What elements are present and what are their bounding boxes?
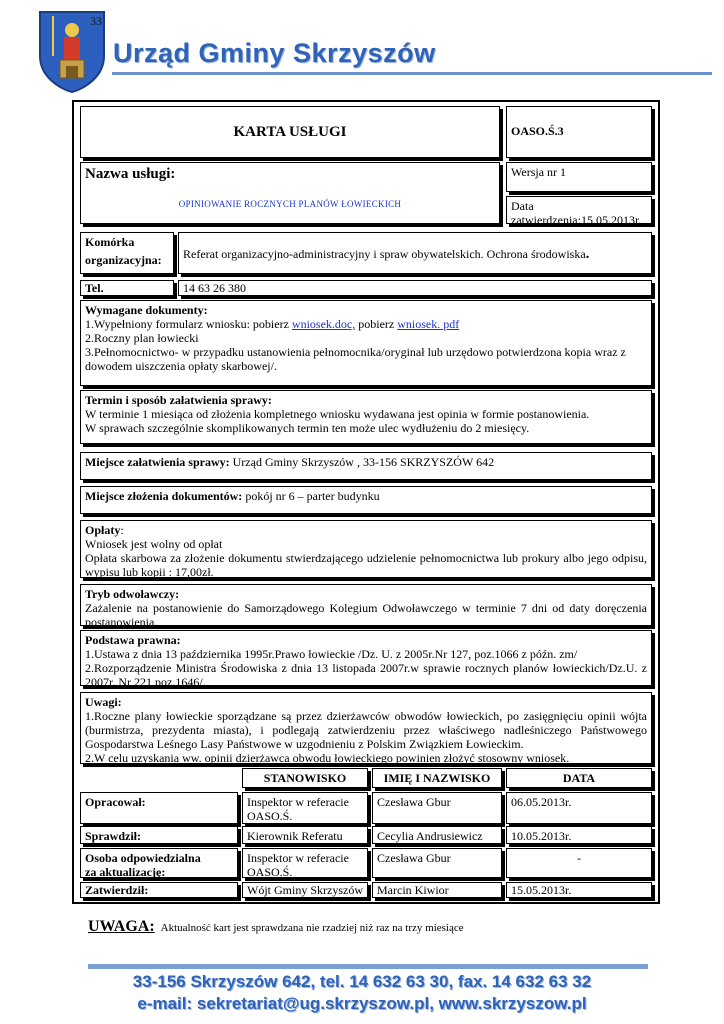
row-name-responsible: Czesława Gbur [372, 848, 502, 878]
fees-section: Opłaty: Wniosek jest wolny od opłat Opłata skarbowa za złożenie dokumentu stwierdzającego udzielenie pełnomocnictwa lub prokury albo jego odpisu, wypisu lub kopii : 17,00zł. [80, 520, 652, 578]
appeal-section [80, 584, 652, 629]
legal-line-2: 2.Rozporządzenie Ministra Środowiska z dnia 13 listopada 2007r.w sprawie rocznych planów łowieckich/Dz.U. z 2007r. Nr 221,poz.1646/. [85, 661, 647, 689]
required-documents-section [80, 300, 652, 386]
appeal-label: Tryb odwoławczy: [85, 587, 180, 601]
footer-divider [88, 964, 648, 969]
row-role-checked: Sprawdził: [80, 826, 238, 844]
footer-contact: e-mail: sekretariat@ug.skrzyszow.pl, www.skrzyszow.pl [137, 994, 587, 1013]
card-code: OASO.Ś.3 [511, 124, 564, 138]
row-position-approved: Wójt Gminy Skrzyszów [242, 882, 368, 898]
card-code-cell [506, 106, 652, 158]
tel-value: 14 63 26 380 [183, 281, 246, 295]
documents-place-section [80, 486, 652, 514]
term-label: Termin i sposób załatwienia sprawy: [85, 393, 272, 407]
notes-section [80, 692, 652, 764]
row-date-responsible: - [506, 848, 652, 878]
service-name-cell [80, 162, 500, 224]
version-cell [506, 162, 652, 192]
row-date-checked: 10.05.2013r. [506, 826, 652, 844]
footer-address: 33-156 Skrzyszów 642, tel. 14 632 63 30, fax. 14 632 63 32 [132, 972, 592, 991]
row-position-prepared: Inspektor w referacie OASO.Ś. [242, 792, 368, 824]
unit-label-line2: organizacyjna: [85, 253, 162, 267]
term-line-2: W sprawach szczególnie skomplikowanych termin ten może ulec wydłużeniu do 2 miesięcy. [85, 421, 530, 435]
term-section [80, 390, 652, 444]
row-name-prepared: Czesława Gbur [372, 792, 502, 824]
tel-value-cell [178, 280, 652, 296]
warning-note [88, 918, 464, 936]
fees-line-1: Wniosek jest wolny od opłat [85, 537, 223, 551]
place-value: Urząd Gminy Skrzyszów , 33-156 SKRZYSZÓW 642 [229, 455, 495, 469]
approval-date-cell [506, 196, 652, 227]
documents-item-2: 2.Roczny plan łowiecki [85, 331, 199, 345]
row-name-approved: Marcin Kiwior [372, 882, 502, 898]
table-header-position: STANOWISKO [242, 768, 368, 788]
place-section [80, 452, 652, 480]
unit-label-cell [80, 232, 174, 274]
fees-line-2: Opłata skarbowa za złożenie dokumentu stwierdzającego udzielenie pełnomocnictwa lub prokury albo jego odpisu, wypisu lub kopii : 17,00zł. [85, 551, 647, 579]
warning-text: Aktualność kart jest sprawdzana nie rzadziej niż raz na trzy miesiące [160, 922, 464, 934]
unit-value: Referat organizacyjno-administracyjny i spraw obywatelskich. Ochrona środowiska [183, 247, 586, 261]
unit-value-end: . [585, 246, 590, 262]
documents-place-value: pokój nr 6 – parter budynku [242, 489, 380, 503]
row-date-prepared: 06.05.2013r. [506, 792, 652, 824]
tel-label: Tel. [85, 281, 104, 295]
version-text: Wersja nr 1 [511, 165, 567, 179]
download-pdf-link[interactable]: wniosek. pdf [397, 317, 460, 331]
legal-line-1: 1.Ustawa z dnia 13 października 1995r.Prawo łowieckie /Dz. U. z 2005r.Nr 127, poz.1066 z późn. zm/ [85, 647, 578, 661]
documents-item-1: 1.Wypełniony formularz wniosku: pobierz wniosek.doc, pobierz wniosek. pdf [85, 317, 460, 331]
approval-date-label: Data [511, 199, 534, 213]
crest-number: 33 [90, 14, 102, 28]
row-name-checked: Cecylia Andrusiewicz [372, 826, 502, 844]
row-role-responsible: Osoba odpowiedzialna za aktualizację: [80, 848, 238, 878]
unit-label-line1: Komórka [85, 235, 135, 249]
documents-label: Wymagane dokumenty: [85, 303, 208, 317]
service-name: OPINIOWANIE ROCZNYCH PLANÓW ŁOWIECKICH [178, 199, 402, 209]
card-title: KARTA USŁUGI [233, 124, 347, 140]
notes-line-2: 2.W celu uzyskania ww. opinii dzierżawca obwodu łowieckiego powinien złożyć stosowny wniosek. [85, 751, 570, 765]
row-date-approved: 15.05.2013r. [506, 882, 652, 898]
term-line-1: W terminie 1 miesiąca od złożenia kompletnego wniosku wydawana jest opinia w formie postanowienia. [85, 407, 590, 421]
appeal-text: Zażalenie na postanowienie do Samorządowego Kolegium Odwoławczego w terminie 7 dni od daty doręczenia postanowienia. [85, 601, 647, 629]
documents-place-label: Miejsce złożenia dokumentów: [85, 489, 243, 503]
warning-label: UWAGA: [88, 918, 155, 935]
municipality-crest-logo [36, 10, 108, 94]
row-role-approved: Zatwierdził: [80, 882, 238, 898]
notes-label: Uwagi: [85, 695, 122, 709]
approval-date: zatwierdzenia:15.05.2013r. [511, 213, 642, 227]
fees-label: Opłaty [85, 523, 121, 537]
legal-basis-section [80, 630, 652, 689]
legal-label: Podstawa prawna: [85, 633, 181, 647]
notes-line-1: 1.Roczne plany łowieckie sporządzane są przez dzierżawców obwodów łowieckich, po zasięgnięciu opinii wójta (burmistrza, prezydenta miasta), i podlegają zatwierdzeniu przez właściwego nadleśniczego Państwowego Gospodarstwa Leśnego Lasy Państwowe w uzgodnieniu z Polskim Związkiem Łowieckim. [85, 709, 647, 751]
row-position-checked: Kierownik Referatu [242, 826, 368, 844]
row-role-prepared: Opracował: [80, 792, 238, 824]
service-label: Nazwa usługi: [85, 166, 176, 182]
row-position-responsible: Inspektor w referacie OASO.Ś. [242, 848, 368, 878]
brand-title: Urząd Gminy Skrzyszów [113, 38, 436, 68]
tel-label-cell [80, 280, 174, 296]
documents-item-3: 3.Pełnomocnictwo- w przypadku ustanowienia pełnomocnika/oryginał lub urzędowo potwierdzona kopia wraz z dowodem uiszczenia opłaty skarbowej/. [85, 345, 626, 373]
table-header-name: IMIĘ I NAZWISKO [372, 768, 502, 788]
place-label: Miejsce załatwienia sprawy: [85, 455, 230, 469]
download-doc-link[interactable]: wniosek.doc, [291, 317, 356, 331]
unit-value-cell [178, 232, 652, 274]
table-header-date: DATA [506, 768, 652, 788]
card-title-cell [80, 106, 500, 158]
header-divider [112, 72, 712, 75]
